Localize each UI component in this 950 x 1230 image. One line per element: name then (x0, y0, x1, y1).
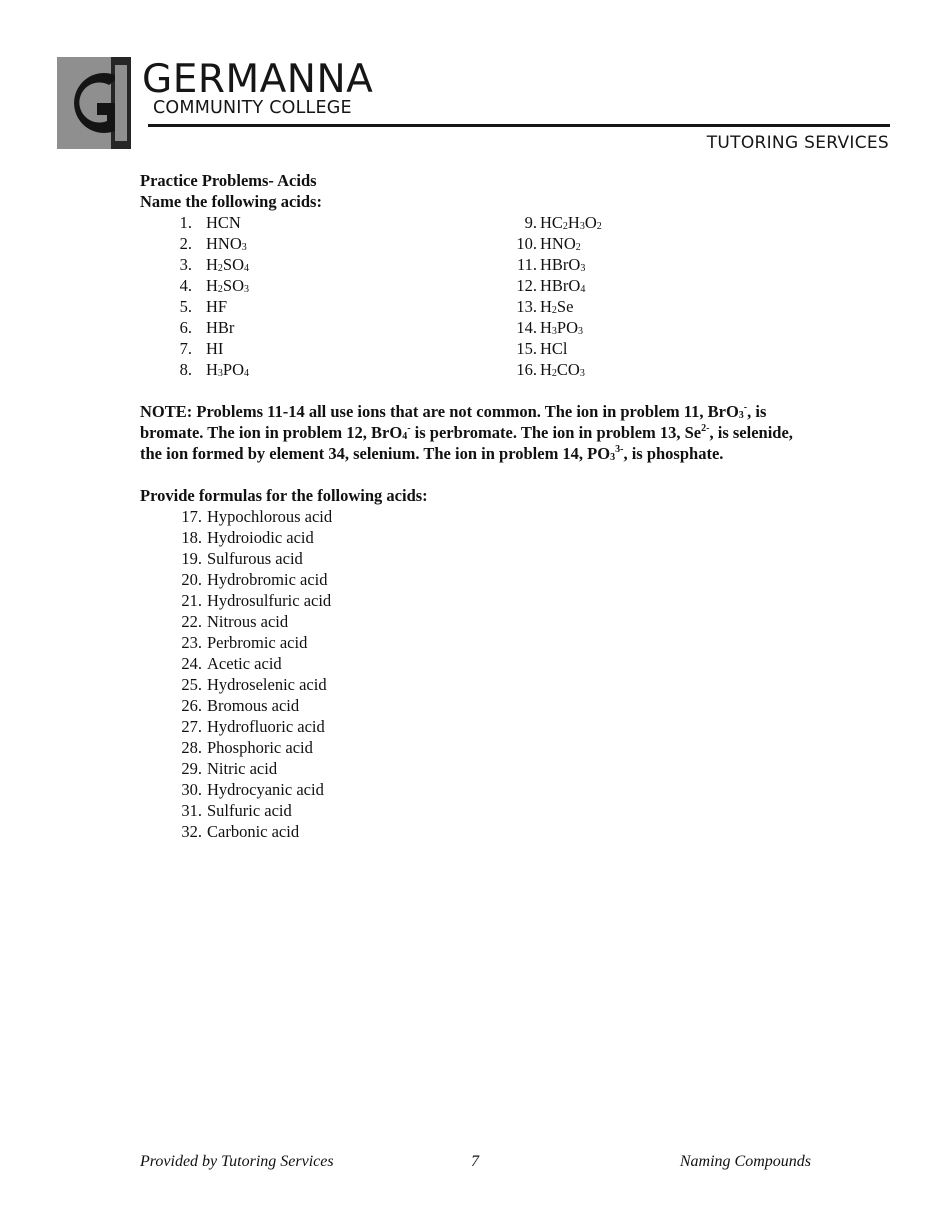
item-number: 8. (179, 360, 192, 379)
acid-name: Nitrous acid (207, 612, 289, 631)
note-text: NOTE: Problems 11-14 all use ions that are not common. The ion in problem 11, BrO (140, 402, 739, 421)
list-item (140, 296, 249, 317)
page-title: Practice Problems- Acids (140, 171, 317, 190)
item-number: 25. (181, 675, 202, 694)
formula-subscript: 3 (579, 368, 585, 379)
acid-name: Nitric acid (207, 759, 278, 778)
formula-subscript: 3 (551, 326, 557, 337)
college-name: GERMANNA (142, 57, 374, 102)
formula-subscript: 2 (217, 263, 223, 274)
item-number: 17. (181, 507, 202, 526)
list-item (507, 338, 602, 359)
formula-element: HI (206, 339, 224, 358)
acid-name: Hydrosulfuric acid (207, 591, 332, 610)
college-subtitle: COMMUNITY COLLEGE (153, 98, 352, 118)
item-number: 14. (516, 318, 537, 337)
chemical-formula (206, 297, 227, 316)
item-number: 31. (181, 801, 202, 820)
item-number: 30. (181, 780, 202, 799)
item-number: 18. (181, 528, 202, 547)
note-text: , is bromate. The ion in problem 12, BrO (140, 402, 767, 442)
chemical-formula (540, 297, 573, 316)
note-text: , is selenide, the ion formed by element 34, selenium. The ion in problem 14, PO (140, 423, 793, 463)
worksheet-body (140, 170, 820, 842)
formula-subscript: 2 (575, 242, 581, 253)
formula-element: HNO (206, 234, 242, 253)
chemical-formula (540, 276, 585, 295)
note-subscript: 3 (738, 410, 744, 421)
note-superscript: 3- (615, 444, 624, 455)
list-item (140, 359, 249, 380)
list-item (140, 254, 249, 275)
chemical-formula (540, 255, 585, 274)
chemical-formula (540, 339, 568, 358)
formula-element: H (540, 318, 552, 337)
chemical-formula (206, 255, 249, 274)
acid-name: Hypochlorous acid (207, 507, 333, 526)
header-divider (148, 124, 890, 127)
note-superscript: - (407, 423, 411, 434)
item-number: 9. (524, 213, 537, 232)
chemical-formula (206, 339, 223, 358)
acid-name: Hydrocyanic acid (207, 780, 324, 799)
item-number: 4. (179, 276, 192, 295)
section-heading-name-acids: Name the following acids: (140, 192, 322, 211)
acid-name: Hydroiodic acid (207, 528, 314, 547)
acid-name: Acetic acid (207, 654, 282, 673)
formula-subscript: 3 (580, 263, 586, 274)
footer-provider: Provided by Tutoring Services (140, 1153, 334, 1170)
college-logo-icon (57, 57, 131, 149)
list-item (140, 632, 820, 653)
acid-list-right (507, 212, 602, 380)
formula-element: H (206, 360, 218, 379)
formula-element: HC (540, 213, 563, 232)
note-superscript: 2- (701, 423, 710, 434)
list-item (140, 737, 820, 758)
chemical-formula (206, 213, 241, 232)
item-number: 6. (179, 318, 192, 337)
list-item (507, 212, 602, 233)
item-number: 12. (516, 276, 537, 295)
section-heading-provide-formulas: Provide formulas for the following acids: (140, 486, 428, 505)
item-number: 29. (181, 759, 202, 778)
formula-element: H (206, 276, 218, 295)
formula-subscript: 2 (551, 305, 557, 316)
department-label: TUTORING SERVICES (706, 133, 889, 153)
item-number: 3. (179, 255, 192, 274)
list-item (140, 758, 820, 779)
formula-element: H (540, 360, 552, 379)
acid-name: Bromous acid (207, 696, 300, 715)
formula-subscript: 4 (244, 368, 250, 379)
footer-topic: Naming Compounds (679, 1153, 811, 1170)
list-item (507, 233, 602, 254)
formula-element: H (567, 213, 580, 232)
item-number: 21. (181, 591, 202, 610)
acid-name: Hydroselenic acid (207, 675, 327, 694)
acid-list-left (140, 212, 249, 380)
formula-subscript: 2 (217, 284, 223, 295)
acid-name: Hydrofluoric acid (207, 717, 325, 736)
item-number: 13. (516, 297, 537, 316)
formula-element: PO (556, 318, 579, 337)
formula-subscript: 2 (562, 221, 568, 232)
item-number: 11. (516, 255, 537, 274)
list-item (507, 317, 602, 338)
item-number: 24. (181, 654, 202, 673)
formula-subscript: 2 (551, 368, 557, 379)
chemical-formula (540, 318, 583, 337)
formula-subscript: 3 (579, 221, 585, 232)
item-number: 5. (179, 297, 192, 316)
list-item (140, 569, 820, 590)
formula-element: HCN (206, 213, 241, 232)
formula-element: O (584, 213, 597, 232)
chemical-formula (206, 276, 249, 295)
item-number: 23. (181, 633, 202, 652)
note-paragraph (140, 401, 810, 464)
formula-element: SO (222, 255, 245, 274)
acid-name: Sulfurous acid (207, 549, 303, 568)
formula-element: HBrO (540, 276, 581, 295)
list-item (507, 359, 602, 380)
formula-element: PO (222, 360, 245, 379)
chemical-formula (206, 234, 247, 253)
formula-subscript: 4 (580, 284, 586, 295)
formula-subscript: 4 (244, 263, 250, 274)
item-number: 27. (181, 717, 202, 736)
formula-element: SO (222, 276, 245, 295)
item-number: 20. (181, 570, 202, 589)
chemical-formula (206, 318, 234, 337)
list-item (140, 653, 820, 674)
formula-element: HBr (206, 318, 235, 337)
formula-element: HCl (540, 339, 568, 358)
acid-name: Phosphoric acid (207, 738, 313, 757)
list-item (140, 800, 820, 821)
item-number: 16. (516, 360, 537, 379)
list-item (140, 611, 820, 632)
list-item (140, 821, 820, 842)
acid-formula-columns (140, 212, 820, 380)
formula-subscript: 3 (244, 284, 250, 295)
formula-element: CO (556, 360, 580, 379)
list-item (140, 338, 249, 359)
list-item (140, 716, 820, 737)
formula-element: HNO (540, 234, 576, 253)
item-number: 1. (179, 213, 192, 232)
item-number: 28. (181, 738, 202, 757)
formula-element: H (540, 297, 552, 316)
chemical-formula (540, 234, 581, 253)
item-number: 26. (181, 696, 202, 715)
formula-subscript: 3 (578, 326, 584, 337)
item-number: 15. (516, 339, 537, 358)
list-item (140, 275, 249, 296)
chemical-formula (206, 360, 249, 379)
item-number: 32. (181, 822, 202, 841)
item-number: 19. (181, 549, 202, 568)
chemical-formula (540, 360, 585, 379)
list-item (140, 212, 249, 233)
list-item (140, 548, 820, 569)
list-item (140, 506, 820, 527)
note-text: , is phosphate. (623, 444, 724, 463)
acid-name-list (140, 506, 820, 842)
item-number: 22. (181, 612, 202, 631)
note-subscript: 4 (402, 431, 408, 442)
acid-name: Perbromic acid (207, 633, 308, 652)
item-number: 10. (516, 234, 537, 253)
list-item (140, 695, 820, 716)
acid-name: Hydrobromic acid (207, 570, 328, 589)
formula-element: HF (206, 297, 228, 316)
item-number: 2. (179, 234, 192, 253)
formula-subscript: 3 (217, 368, 223, 379)
note-superscript: - (743, 402, 748, 413)
list-item (140, 527, 820, 548)
formula-subscript: 2 (596, 221, 602, 232)
item-number: 7. (179, 339, 192, 358)
list-item (507, 254, 602, 275)
acid-name: Sulfuric acid (207, 801, 292, 820)
formula-subscript: 3 (241, 242, 247, 253)
list-item (140, 590, 820, 611)
list-item (140, 779, 820, 800)
formula-element: HBrO (540, 255, 581, 274)
chemical-formula (540, 213, 602, 232)
list-item (140, 233, 249, 254)
list-item (507, 296, 602, 317)
page-number: 7 (471, 1153, 479, 1170)
acid-name: Carbonic acid (207, 822, 300, 841)
list-item (507, 275, 602, 296)
formula-element: Se (556, 297, 574, 316)
page-footer (140, 1153, 811, 1173)
note-text: is perbromate. The ion in problem 13, Se (410, 423, 702, 442)
list-item (140, 317, 249, 338)
formula-element: H (206, 255, 218, 274)
note-subscript: 3 (610, 452, 616, 463)
list-item (140, 674, 820, 695)
